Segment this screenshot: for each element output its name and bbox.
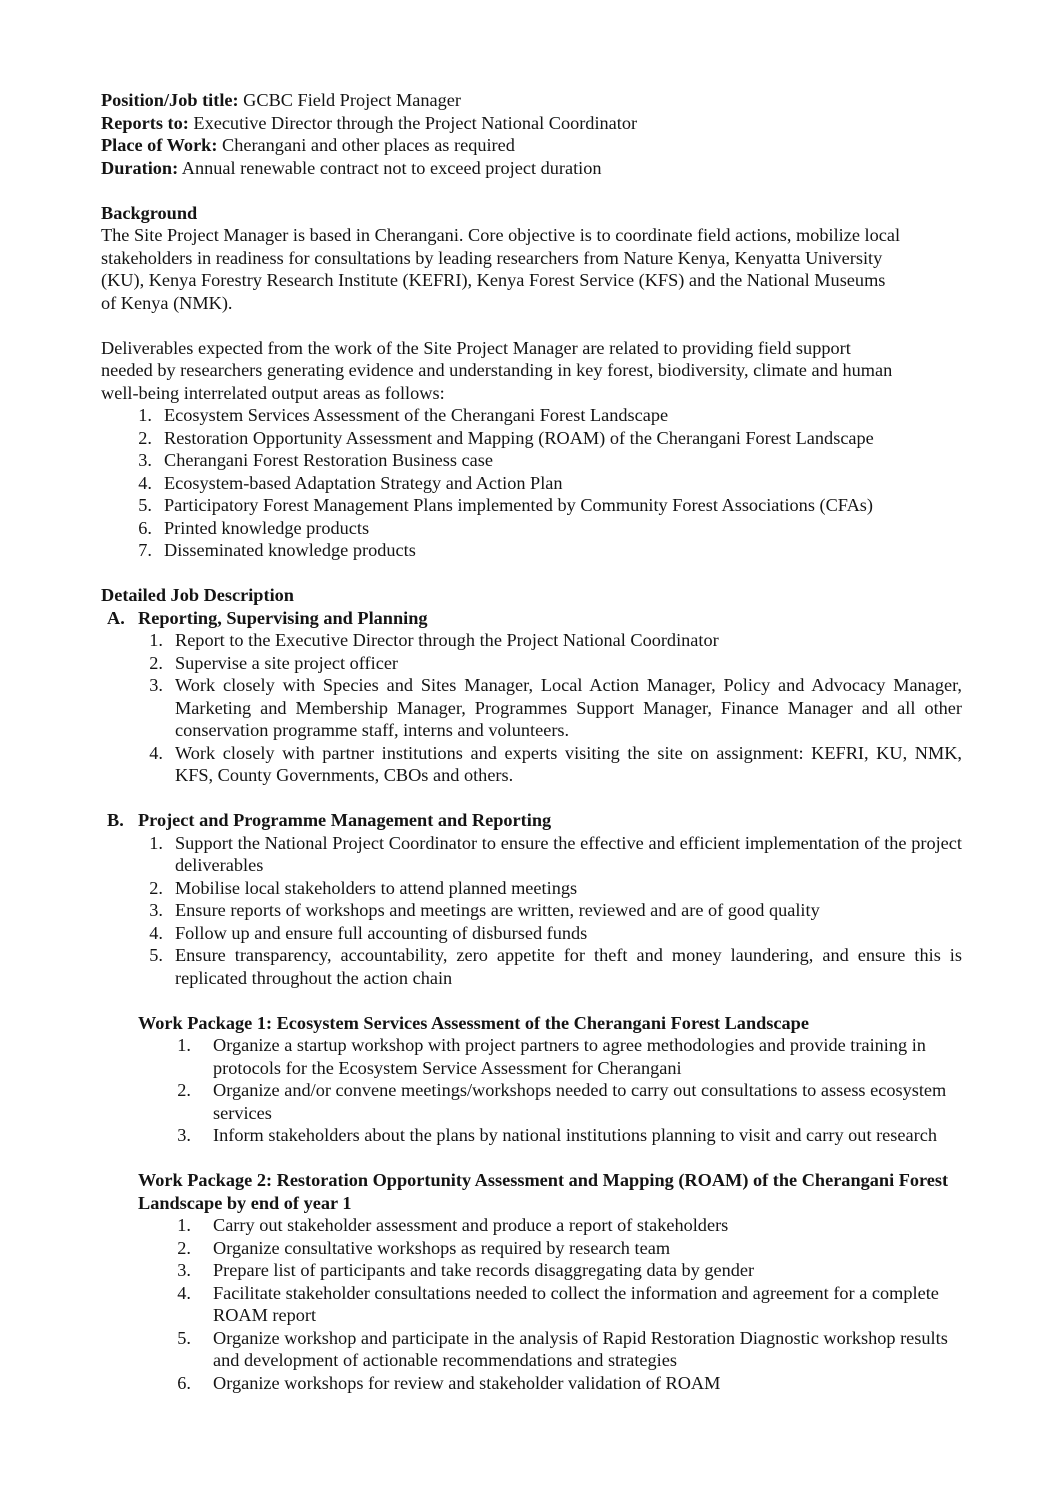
list-item-text: Disseminated knowledge products bbox=[164, 540, 416, 560]
background-paragraph-1 bbox=[101, 224, 962, 314]
list-number: 4. bbox=[149, 742, 163, 763]
list-number: 3. bbox=[149, 675, 163, 695]
list-item bbox=[101, 1034, 962, 1079]
list-number: 4. bbox=[138, 472, 152, 493]
position-label: Position/Job title: bbox=[101, 90, 239, 110]
list-number: 1. bbox=[149, 832, 163, 853]
list-item-text: Work closely with Species and Sites Manager, Local Action Manager, Policy and Advocacy Manager, Marketing and Membership Manager, Programmes Support Manager, Finance Manager and all other conservation programme staff, interns and volunteers. bbox=[175, 675, 962, 740]
list-item-text: Restoration Opportunity Assessment and Mapping (ROAM) of the Cherangani Forest Landscape bbox=[164, 427, 874, 448]
list-item bbox=[101, 877, 962, 900]
work-package-2-list bbox=[101, 1214, 962, 1394]
reports-value: Executive Director through the Project National Coordinator bbox=[188, 112, 638, 133]
list-item bbox=[101, 1079, 962, 1124]
list-item-text: Facilitate stakeholder consultations needed to collect the information and agreement for a complete ROAM report bbox=[213, 1282, 939, 1325]
list-item bbox=[101, 1259, 962, 1282]
list-item-text: Ensure transparency, accountability, zero appetite for theft and money laundering, and ensure this is replicated throughout the action chain bbox=[175, 945, 962, 988]
work-package-2-heading: Work Package 2: Restoration Opportunity Assessment and Mapping (ROAM) of the Cherangani Forest Landscape by end of year 1 bbox=[138, 1170, 949, 1213]
paragraph-line: well-being interrelated output areas as follows: bbox=[101, 382, 445, 403]
list-item bbox=[101, 1237, 962, 1260]
list-item bbox=[101, 1282, 962, 1327]
list-number: 6. bbox=[138, 517, 152, 538]
list-item-text: Inform stakeholders about the plans by national institutions planning to visit and carry out research bbox=[213, 1125, 937, 1145]
place-label: Place of Work: bbox=[101, 135, 218, 155]
duration-label: Duration: bbox=[101, 157, 179, 178]
paragraph-line: The Site Project Manager is based in Cherangani. Core objective is to coordinate field actions, mobilize local bbox=[101, 225, 901, 245]
list-number: 2. bbox=[149, 652, 163, 673]
section-a-heading bbox=[101, 607, 962, 630]
section-a-list bbox=[101, 629, 962, 787]
section-letter: B. bbox=[107, 810, 124, 830]
list-number: 1. bbox=[149, 630, 163, 650]
list-number: 2. bbox=[177, 1080, 191, 1100]
list-item bbox=[101, 404, 962, 427]
list-item-text: Ecosystem Services Assessment of the Cherangani Forest Landscape bbox=[164, 405, 669, 425]
list-item-text: Support the National Project Coordinator to ensure the effective and efficient implementation of the project deliverables bbox=[175, 832, 962, 875]
list-item bbox=[101, 674, 962, 742]
paragraph-line: needed by researchers generating evidence and understanding in key forest, biodiversity, climate and human bbox=[101, 360, 893, 380]
duration-line bbox=[101, 157, 962, 180]
list-number: 3. bbox=[138, 450, 152, 470]
list-item bbox=[101, 629, 962, 652]
list-item bbox=[101, 1214, 962, 1237]
list-item bbox=[101, 539, 962, 562]
list-item-text: Organize consultative workshops as required by research team bbox=[213, 1237, 671, 1258]
list-number: 4. bbox=[149, 922, 163, 943]
list-number: 3. bbox=[149, 900, 163, 920]
list-number: 6. bbox=[177, 1372, 191, 1393]
list-number: 1. bbox=[138, 405, 152, 425]
paragraph-line: Deliverables expected from the work of the Site Project Manager are related to providing field support bbox=[101, 337, 851, 358]
list-item bbox=[101, 944, 962, 989]
duration-value: Annual renewable contract not to exceed project duration bbox=[178, 157, 602, 178]
list-number: 5. bbox=[177, 1327, 191, 1348]
list-number: 7. bbox=[138, 540, 152, 560]
place-value: Cherangani and other places as required bbox=[217, 135, 515, 155]
background-paragraph-2 bbox=[101, 337, 962, 405]
list-item bbox=[101, 652, 962, 675]
list-item-text: Mobilise local stakeholders to attend planned meetings bbox=[175, 877, 578, 898]
list-number: 2. bbox=[138, 427, 152, 448]
list-number: 4. bbox=[177, 1282, 191, 1303]
section-letter: A. bbox=[107, 607, 125, 628]
list-number: 1. bbox=[177, 1215, 191, 1235]
list-item-text: Carry out stakeholder assessment and produce a report of stakeholders bbox=[213, 1215, 729, 1235]
detailed-heading: Detailed Job Description bbox=[101, 585, 294, 605]
list-number: 2. bbox=[149, 877, 163, 898]
list-item-text: Participatory Forest Management Plans implemented by Community Forest Associations (CFAs) bbox=[164, 495, 874, 515]
deliverables-list bbox=[101, 404, 962, 562]
list-item bbox=[101, 472, 962, 495]
work-package-1-list bbox=[101, 1034, 962, 1147]
paragraph-line: stakeholders in readiness for consultations by leading researchers from Nature Kenya, Kenyatta University bbox=[101, 247, 883, 268]
list-number: 3. bbox=[177, 1260, 191, 1280]
list-item-text: Printed knowledge products bbox=[164, 517, 370, 538]
position-value: GCBC Field Project Manager bbox=[238, 90, 462, 110]
paragraph-line: of Kenya (NMK). bbox=[101, 292, 233, 313]
list-item-text: Organize and/or convene meetings/workshops needed to carry out consultations to assess ecosystem services bbox=[213, 1080, 947, 1123]
list-number: 3. bbox=[177, 1125, 191, 1145]
list-item-text: Ensure reports of workshops and meetings are written, reviewed and are of good quality bbox=[175, 900, 820, 920]
section-b-heading bbox=[101, 809, 962, 832]
reports-line bbox=[101, 112, 962, 135]
list-item bbox=[101, 494, 962, 517]
position-line bbox=[101, 89, 962, 112]
list-item-text: Organize workshops for review and stakeholder validation of ROAM bbox=[213, 1372, 721, 1393]
list-item bbox=[101, 1327, 962, 1372]
list-number: 5. bbox=[138, 495, 152, 515]
list-item-text: Follow up and ensure full accounting of disbursed funds bbox=[175, 922, 588, 943]
list-item-text: Cherangani Forest Restoration Business case bbox=[164, 450, 493, 470]
list-number: 5. bbox=[149, 945, 163, 965]
list-item bbox=[101, 1372, 962, 1395]
section-title: Reporting, Supervising and Planning bbox=[138, 607, 428, 628]
list-item bbox=[101, 922, 962, 945]
work-package-1-heading: Work Package 1: Ecosystem Services Assessment of the Cherangani Forest Landscape bbox=[138, 1012, 809, 1033]
paragraph-line: (KU), Kenya Forestry Research Institute (KEFRI), Kenya Forest Service (KFS) and the National Museums bbox=[101, 270, 886, 290]
list-item bbox=[101, 449, 962, 472]
list-number: 1. bbox=[177, 1035, 191, 1055]
list-number: 2. bbox=[177, 1237, 191, 1258]
list-item bbox=[101, 832, 962, 877]
place-line bbox=[101, 134, 962, 157]
list-item-text: Report to the Executive Director through the Project National Coordinator bbox=[175, 630, 719, 650]
list-item bbox=[101, 742, 962, 787]
background-heading: Background bbox=[101, 202, 198, 223]
list-item bbox=[101, 1124, 962, 1147]
list-item bbox=[101, 899, 962, 922]
list-item-text: Organize workshop and participate in the analysis of Rapid Restoration Diagnostic workshop results and development of actionable recommendations and strategies bbox=[213, 1327, 948, 1370]
list-item bbox=[101, 427, 962, 450]
list-item-text: Organize a startup workshop with project partners to agree methodologies and provide training in protocols for the Ecosystem Service Assessment for Cherangani bbox=[213, 1035, 926, 1078]
list-item-text: Work closely with partner institutions and experts visiting the site on assignment: KEFRI, KU, NMK, KFS, County Governments, CBOs and others. bbox=[175, 742, 962, 785]
reports-label: Reports to: bbox=[101, 112, 189, 133]
list-item-text: Ecosystem-based Adaptation Strategy and Action Plan bbox=[164, 472, 563, 493]
list-item-text: Supervise a site project officer bbox=[175, 652, 399, 673]
section-title: Project and Programme Management and Reporting bbox=[138, 810, 552, 830]
section-b-list bbox=[101, 832, 962, 990]
list-item bbox=[101, 517, 962, 540]
list-item-text: Prepare list of participants and take records disaggregating data by gender bbox=[213, 1260, 755, 1280]
